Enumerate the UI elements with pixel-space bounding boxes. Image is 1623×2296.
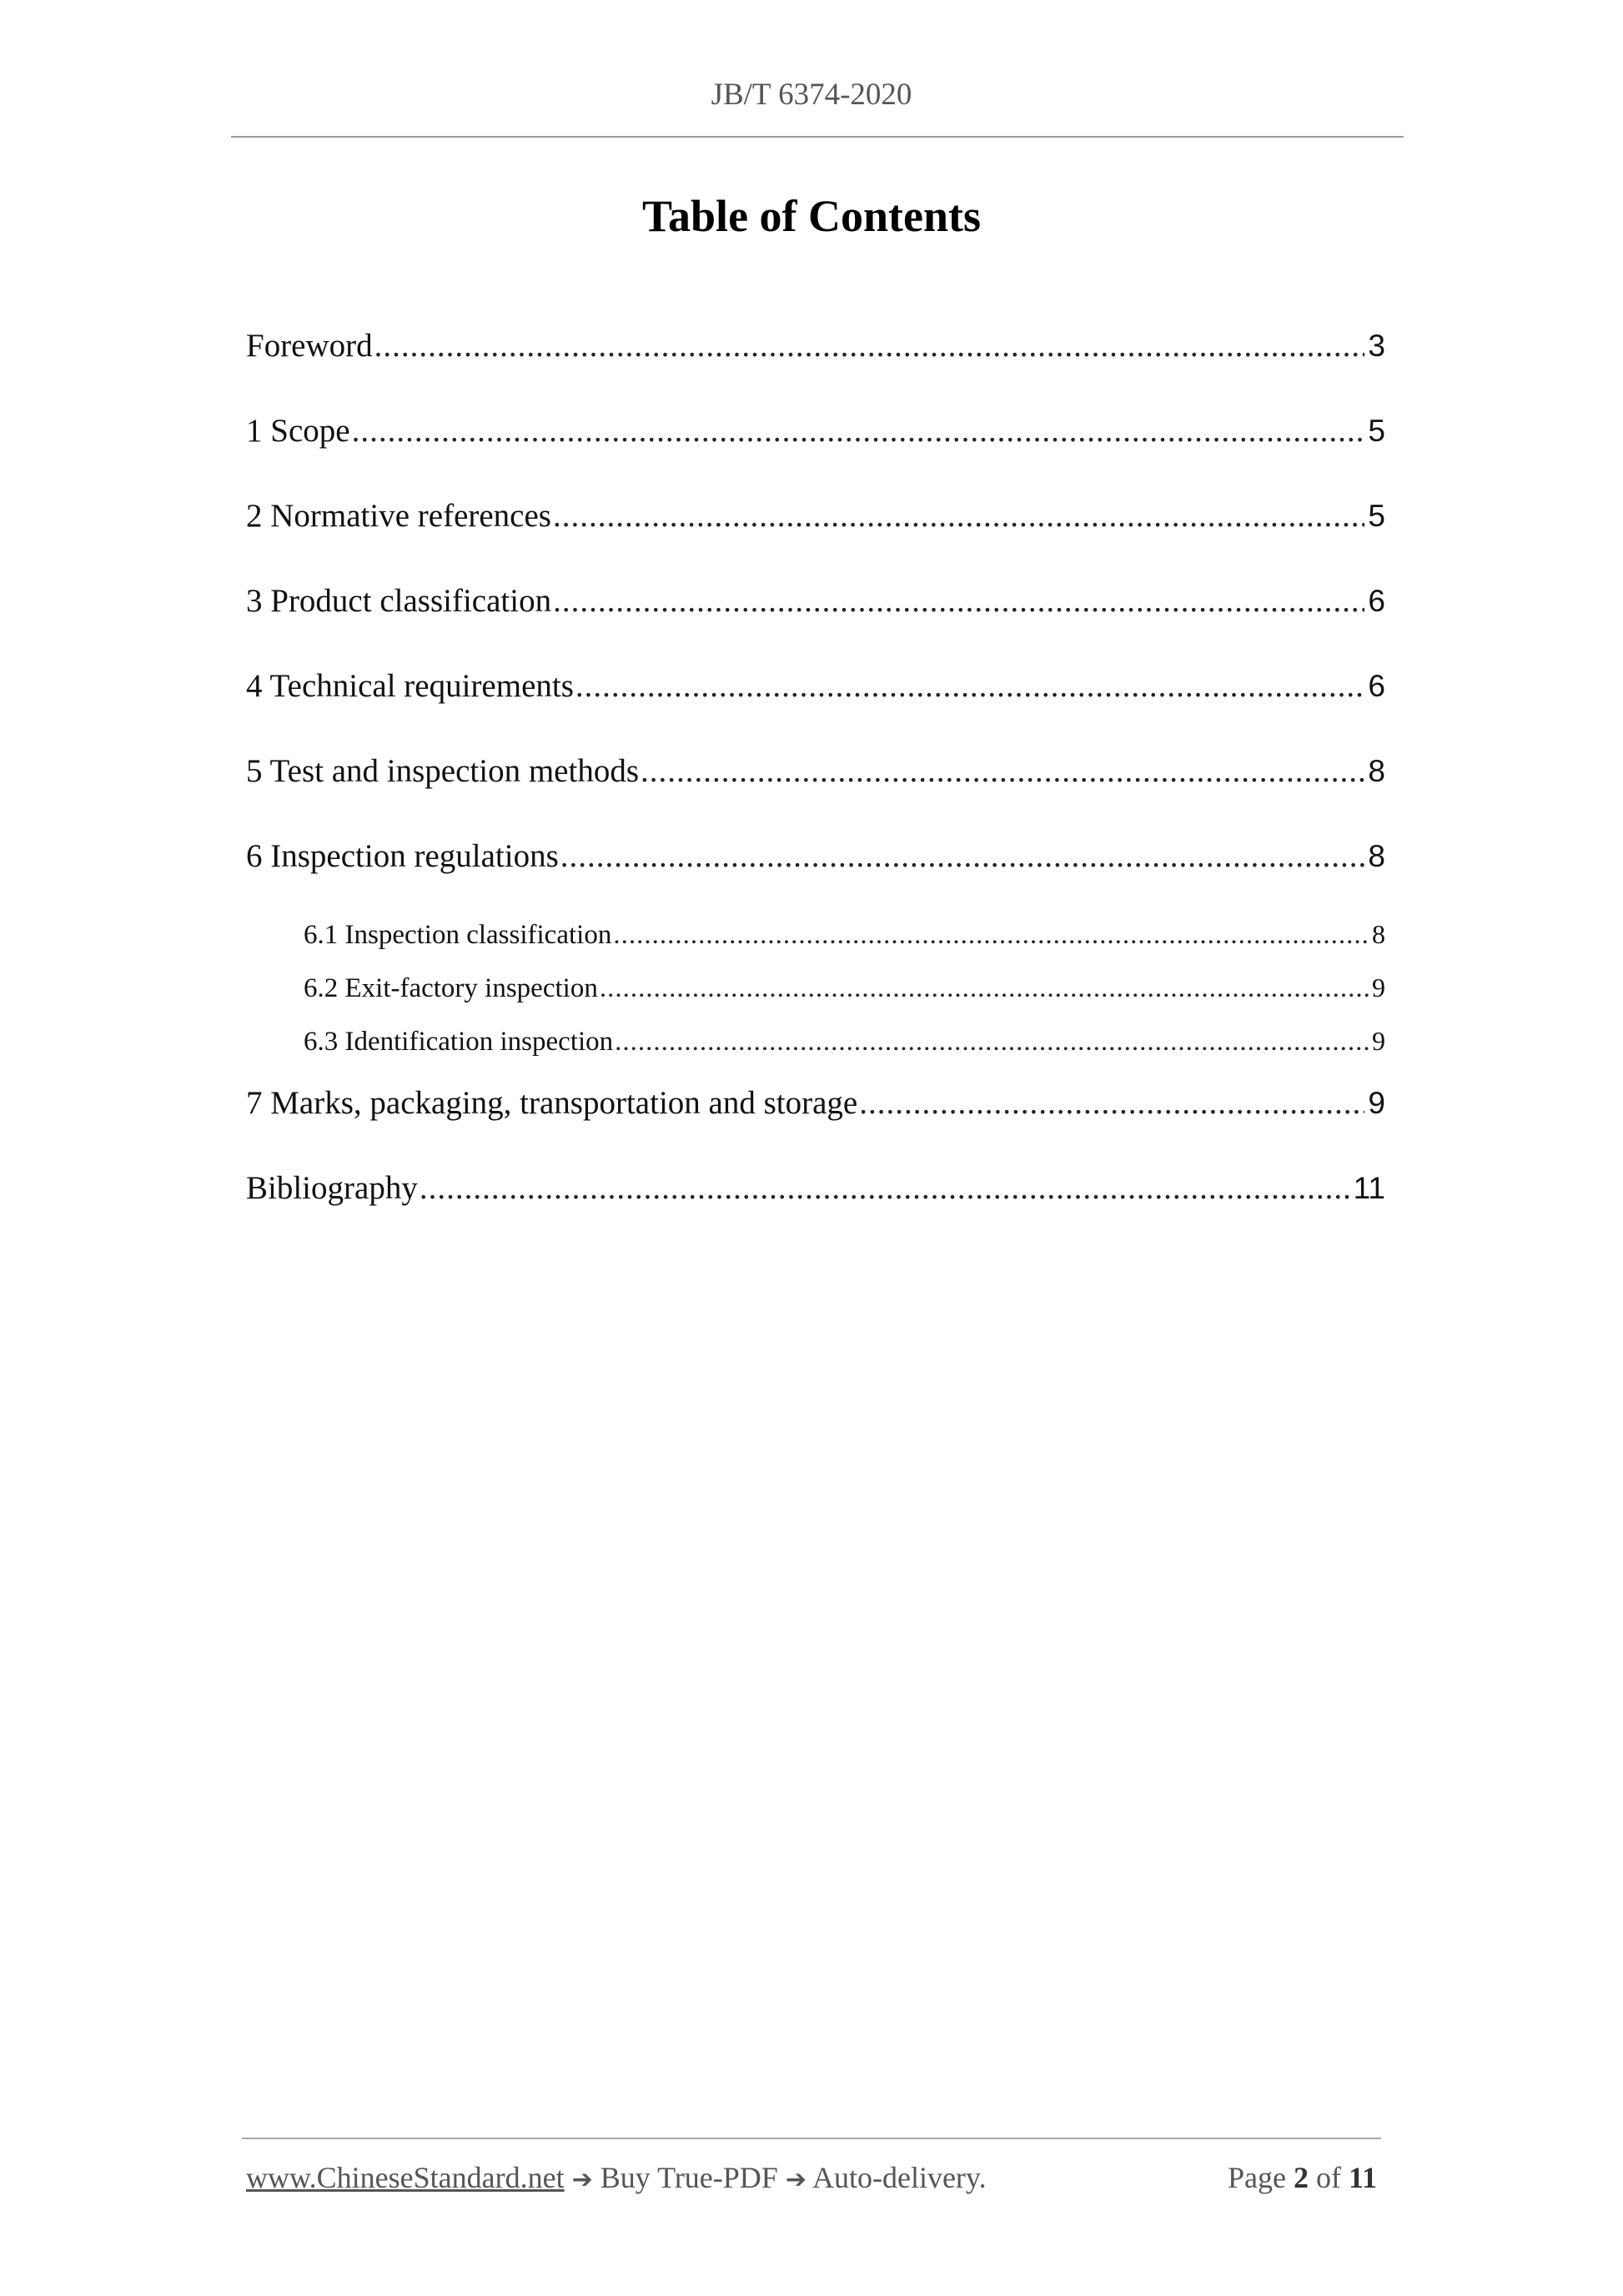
toc-leader-dots: [374, 327, 1365, 364]
delivery-text: Auto-delivery.: [812, 2161, 987, 2194]
toc-leader-dots: [641, 752, 1364, 790]
document-code: JB/T 6374-2020: [711, 78, 912, 112]
toc-entry-page: 8: [1368, 839, 1385, 873]
toc-entry-label: 6.1 Inspection classification: [304, 920, 612, 950]
toc-entry-label: 7 Marks, packaging, transportation and storage: [246, 1085, 858, 1121]
toc-leader-dots: [553, 582, 1364, 620]
toc-entry-test-and-inspection-methods[interactable]: [246, 752, 1385, 802]
toc-entry-page: 6: [1368, 584, 1385, 618]
toc-entry-foreword[interactable]: [246, 327, 1385, 377]
toc-entry-product-classification[interactable]: [246, 582, 1385, 632]
toc-subentry-inspection-classification[interactable]: [304, 919, 1385, 961]
toc-entry-label: 3 Product classification: [246, 583, 552, 619]
toc-leader-dots: [615, 1027, 1369, 1058]
toc-entry-label: 5 Test and inspection methods: [246, 753, 639, 789]
toc-entry-inspection-regulations[interactable]: [246, 837, 1385, 887]
toc-subentry-exit-factory-inspection[interactable]: [304, 972, 1385, 1014]
toc-entry-page: 9: [1372, 1026, 1385, 1056]
toc-entry-page: 5: [1368, 414, 1385, 448]
toc-subentry-identification-inspection[interactable]: [304, 1026, 1385, 1068]
toc-entry-label: 2 Normative references: [246, 498, 551, 534]
toc-entry-bibliography[interactable]: [246, 1169, 1385, 1219]
toc-entry-normative-references[interactable]: [246, 497, 1385, 547]
toc-entry-page: 8: [1372, 919, 1385, 949]
total-pages: 11: [1348, 2161, 1377, 2194]
toc-leader-dots: [600, 973, 1369, 1004]
toc-entry-scope[interactable]: [246, 412, 1385, 462]
current-page: 2: [1293, 2161, 1309, 2194]
toc-leader-dots: [560, 837, 1365, 875]
right-arrow-icon: ➔: [785, 2165, 806, 2194]
toc-leader-dots: [352, 412, 1365, 450]
footer-divider: [242, 2138, 1381, 2139]
of-word: of: [1315, 2161, 1341, 2194]
toc-entry-page: 5: [1368, 499, 1385, 533]
toc-entry-label: 4 Technical requirements: [246, 668, 574, 704]
toc-entry-label: 6.3 Identification inspection: [304, 1027, 614, 1057]
toc-entry-marks-packaging-transportation-storage[interactable]: [246, 1084, 1385, 1134]
buy-text: Buy True-PDF: [600, 2161, 778, 2194]
page-number: [1228, 2160, 1377, 2195]
toc-entry-label: Foreword: [246, 328, 373, 364]
toc-entry-page: 9: [1368, 1086, 1385, 1120]
toc-entry-page: 6: [1368, 669, 1385, 703]
toc-entry-page: 3: [1368, 329, 1385, 363]
page-footer: [246, 2160, 1380, 2205]
toc-entry-label: Bibliography: [246, 1170, 418, 1206]
page-word: Page: [1228, 2161, 1286, 2194]
toc-entry-label: 6 Inspection regulations: [246, 838, 559, 874]
toc-entry-label: 6.2 Exit-factory inspection: [304, 973, 598, 1003]
site-link[interactable]: www.ChineseStandard.net: [246, 2161, 565, 2194]
toc-leader-dots: [553, 497, 1364, 535]
toc-entry-page: 9: [1372, 972, 1385, 1002]
toc-leader-dots: [420, 1169, 1350, 1207]
toc-leader-dots: [575, 667, 1365, 705]
header-divider: [231, 136, 1404, 138]
toc-entry-label: 1 Scope: [246, 413, 350, 449]
footer-promo: [246, 2160, 987, 2195]
toc-leader-dots: [859, 1084, 1364, 1122]
toc-leader-dots: [613, 920, 1369, 951]
toc-entry-page: 8: [1368, 754, 1385, 788]
page-header: [0, 77, 1623, 113]
page-title: Table of Contents: [641, 191, 982, 241]
toc-entry-page: 11: [1353, 1171, 1385, 1205]
toc-entry-technical-requirements[interactable]: [246, 667, 1385, 717]
right-arrow-icon: ➔: [571, 2165, 593, 2194]
